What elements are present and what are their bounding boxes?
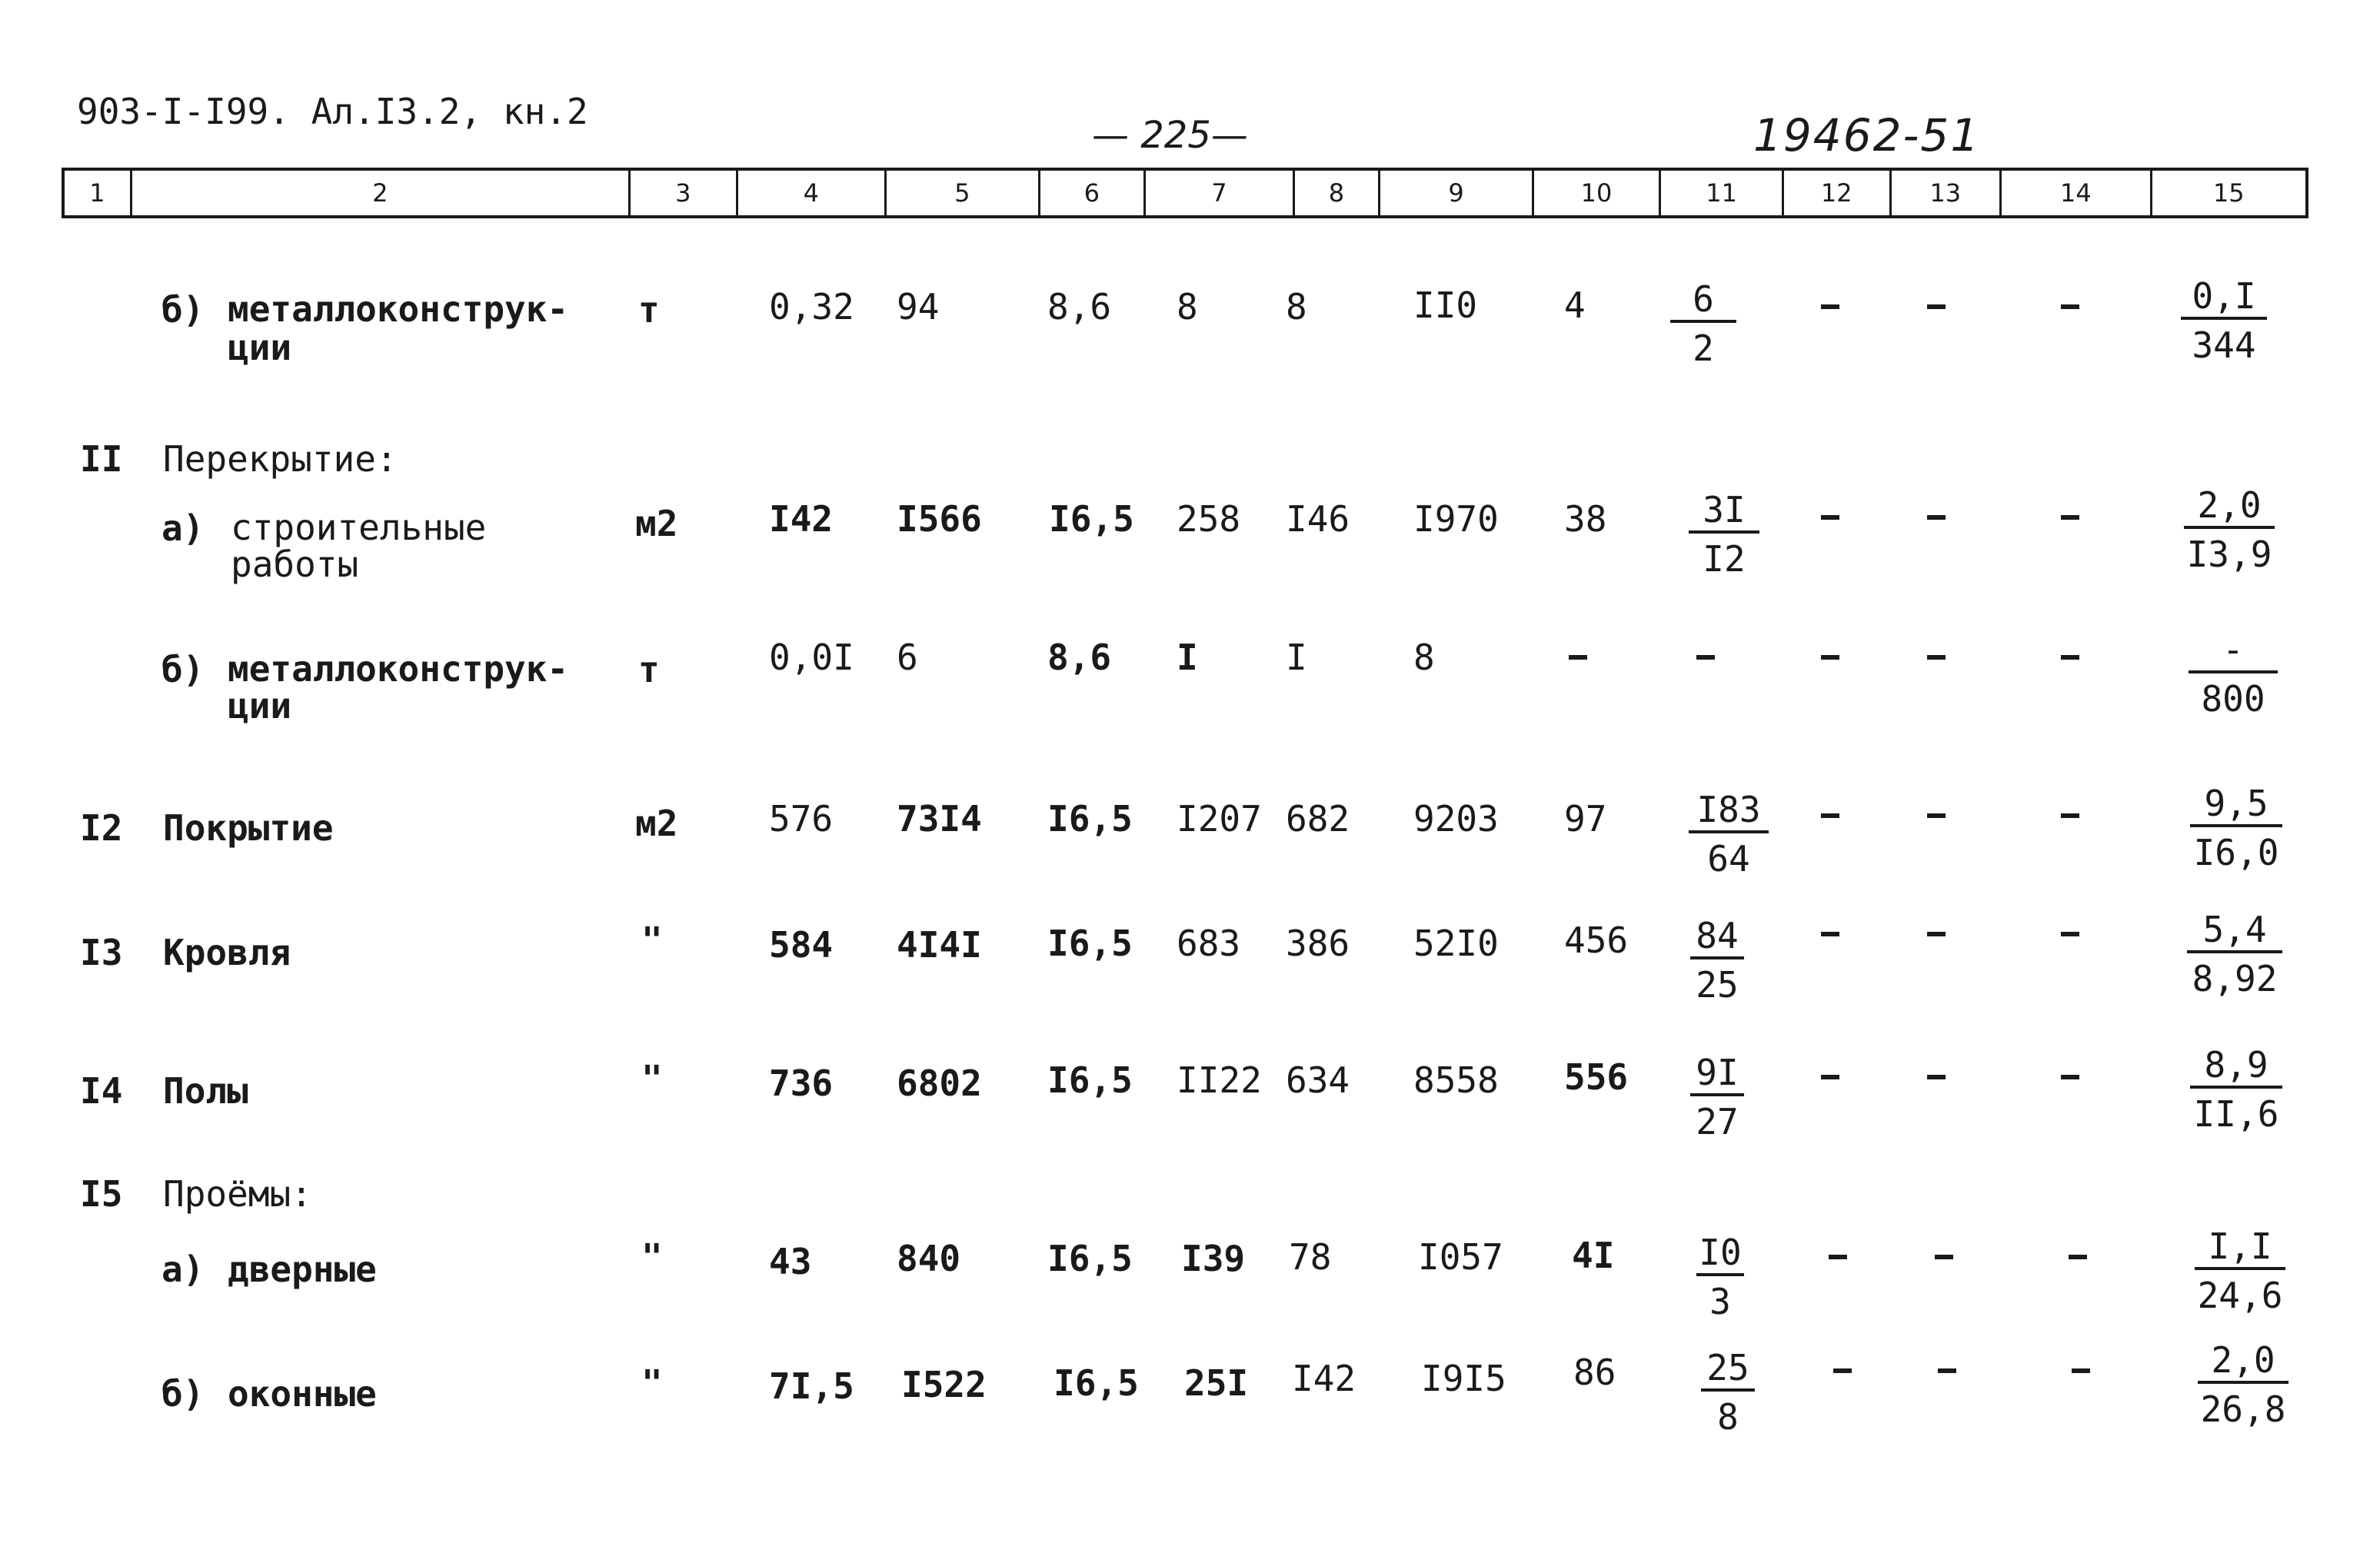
- item-number: I5: [80, 1173, 123, 1215]
- cell-c12: [1821, 515, 1839, 520]
- cell-c4: 7I,5: [769, 1365, 854, 1407]
- cell-c4: 0,32: [769, 286, 854, 328]
- cell-c7: I207: [1177, 798, 1262, 840]
- col-header-3: 3: [631, 171, 738, 215]
- cell-c12: [1821, 813, 1839, 818]
- fraction-c15: $\frac{0,I}{344}$: [2181, 278, 2267, 363]
- cell-c4: 584: [769, 924, 834, 966]
- cell-c4: 0,0I: [769, 637, 854, 678]
- fraction-c11: $\frac{9I}{27}$: [1690, 1055, 1744, 1139]
- cell-c14: [2061, 304, 2079, 309]
- item-number: I2: [80, 807, 123, 849]
- cell-c5: 4I4I: [897, 924, 982, 966]
- cell-c6: I6,5: [1049, 498, 1134, 540]
- cell-c8: I42: [1292, 1358, 1356, 1399]
- item-label: б): [161, 649, 205, 690]
- item-name: дверные: [228, 1249, 377, 1290]
- cell-c7: 25I: [1184, 1362, 1249, 1404]
- cell-c12: [1829, 1255, 1847, 1259]
- fraction-c11: $\frac{25}{8}$: [1701, 1350, 1755, 1435]
- cell-c7: I: [1177, 637, 1198, 678]
- cell-c6: I6,5: [1047, 1238, 1133, 1279]
- item-name: Покрытие: [163, 807, 334, 849]
- cell-c13: [1927, 304, 1946, 309]
- cell-c8: I46: [1286, 498, 1350, 540]
- cell-c10: 4: [1564, 284, 1586, 326]
- cell-c13: [1927, 1075, 1946, 1079]
- col-header-1: 1: [65, 171, 132, 215]
- col-header-15: 15: [2212, 178, 2245, 208]
- cell-c13: [1927, 932, 1946, 936]
- cell-c14: [2069, 1255, 2087, 1259]
- item-name: Кровля: [163, 932, 291, 973]
- cell-c14: [2061, 655, 2079, 660]
- cell-c10: 456: [1564, 919, 1629, 961]
- unit-cell: м2: [635, 503, 678, 544]
- cell-c4: 43: [769, 1241, 812, 1282]
- col-header-10: 10: [1534, 171, 1662, 215]
- item-name-cont: ции: [228, 327, 292, 368]
- item-name: металлоконструк-: [228, 288, 569, 330]
- item-name: металлоконструк-: [228, 648, 569, 690]
- item-number: II: [80, 438, 123, 480]
- cell-c13: [1938, 1368, 1956, 1373]
- cell-c5: 6: [897, 637, 918, 678]
- cell-c4: 736: [769, 1062, 834, 1104]
- section-title: Проёмы:: [163, 1173, 312, 1215]
- cell-c14: [2061, 515, 2079, 520]
- cell-c7: I39: [1181, 1238, 1246, 1279]
- item-name: строительные: [231, 507, 487, 548]
- item-label: б): [161, 289, 205, 331]
- item-number: I3: [80, 932, 123, 973]
- cell-c9: I9I5: [1421, 1358, 1506, 1399]
- cell-c6: I6,5: [1054, 1362, 1139, 1404]
- unit-cell: ": [641, 1058, 663, 1099]
- col-header-6: 6: [1040, 171, 1147, 215]
- cell-c9: II0: [1413, 284, 1478, 326]
- fraction-c15: - 800: [2189, 632, 2278, 717]
- cell-c7: 258: [1177, 498, 1241, 540]
- cell-c7: 683: [1177, 923, 1241, 964]
- cell-c10: [1569, 655, 1587, 660]
- cell-c10: 556: [1564, 1056, 1629, 1098]
- fraction-c15: $\frac{2,0}{26,8}$: [2198, 1342, 2288, 1427]
- item-label: а): [161, 507, 205, 549]
- fraction-c15: $\frac{9,5}{I6,0}$: [2190, 786, 2282, 870]
- item-name-cont: работы: [231, 544, 359, 585]
- cell-c8: 386: [1286, 923, 1350, 964]
- cell-c14: [2061, 813, 2079, 818]
- cell-c5: 6802: [897, 1062, 982, 1104]
- col-header-2: 2: [132, 171, 631, 215]
- fraction-c11: $\frac{84}{25}$: [1690, 918, 1744, 1003]
- item-label: а): [161, 1249, 205, 1290]
- col-header-14: 14: [2002, 171, 2152, 215]
- cell-c9: 8: [1413, 637, 1435, 678]
- page-number: — 225—: [1092, 114, 1248, 157]
- document-code: 903-I-I99. Ал.I3.2, кн.2: [77, 91, 588, 132]
- cell-c10: 86: [1573, 1352, 1616, 1393]
- cell-c6: I6,5: [1047, 1059, 1133, 1101]
- fraction-c15: $\frac{5,4}{8,92}$: [2187, 912, 2282, 996]
- cell-c10: 4I: [1572, 1235, 1615, 1276]
- cell-c12: [1833, 1368, 1852, 1373]
- cell-c6: I6,5: [1047, 798, 1133, 840]
- col-header-9: 9: [1380, 171, 1533, 215]
- col-header-11: 11: [1661, 171, 1784, 215]
- unit-cell: ": [641, 1362, 663, 1404]
- col-header-13: 13: [1892, 171, 2002, 215]
- cell-c13: [1927, 515, 1946, 520]
- unit-cell: м2: [635, 803, 678, 844]
- col-header-12: 12: [1784, 171, 1892, 215]
- cell-c6: 8,6: [1047, 286, 1112, 328]
- col-header-8: 8: [1295, 171, 1381, 215]
- cell-c12: [1821, 1075, 1839, 1079]
- fraction-c11: $\frac{6}{2}$: [1670, 281, 1736, 366]
- cell-c6: I6,5: [1047, 923, 1133, 964]
- cell-c9: 52I0: [1413, 923, 1499, 964]
- fraction-c15: $\frac{8,9}{II,6}$: [2190, 1047, 2282, 1132]
- cell-c8: 8: [1286, 286, 1307, 328]
- cell-c13: [1927, 813, 1946, 818]
- cell-c6: 8,6: [1047, 637, 1112, 678]
- cell-c12: [1821, 655, 1839, 660]
- cell-c5: 94: [897, 286, 940, 328]
- cell-c4: 576: [769, 798, 834, 840]
- section-title: Перекрытие:: [163, 438, 398, 480]
- cell-c14: [2061, 932, 2079, 936]
- cell-c5: 73I4: [897, 798, 982, 840]
- cell-c7: II22: [1177, 1059, 1262, 1101]
- cell-c8: 682: [1286, 798, 1350, 840]
- fraction-c15: $\frac{2,0}{I3,9}$: [2184, 487, 2275, 572]
- cell-c9: I970: [1413, 498, 1499, 540]
- cell-c9: 9203: [1413, 798, 1499, 840]
- cell-c13: [1935, 1255, 1953, 1259]
- fraction-c15: $\frac{I,I}{24,6}$: [2195, 1229, 2285, 1313]
- fraction-c11: $\frac{I0}{3}$: [1696, 1235, 1744, 1319]
- item-name: Полы: [163, 1070, 248, 1112]
- cell-c12: [1821, 304, 1839, 309]
- unit-cell: т: [638, 289, 660, 331]
- cell-c11: [1696, 655, 1715, 660]
- cell-c8: 78: [1289, 1236, 1332, 1278]
- col-header-5: 5: [887, 171, 1040, 215]
- unit-cell: ": [641, 1236, 663, 1278]
- cell-c4: I42: [769, 498, 834, 540]
- cell-c12: [1821, 932, 1839, 936]
- unit-cell: т: [638, 649, 660, 690]
- cell-c5: I566: [897, 498, 982, 540]
- item-name: оконные: [228, 1373, 377, 1415]
- column-header-row: [62, 168, 2308, 218]
- col-header-4: 4: [738, 171, 887, 215]
- cell-c8: 634: [1286, 1059, 1350, 1101]
- cell-c7: 8: [1177, 286, 1198, 328]
- item-label: б): [161, 1373, 205, 1415]
- cell-c5: I522: [901, 1364, 987, 1405]
- document-number: 19462-51: [1753, 109, 1981, 161]
- cell-c10: 97: [1564, 798, 1607, 840]
- cell-c10: 38: [1564, 498, 1607, 540]
- cell-c8: I: [1286, 637, 1307, 678]
- cell-c9: I057: [1418, 1236, 1503, 1278]
- cell-c14: [2072, 1368, 2090, 1373]
- item-name-cont: ции: [228, 685, 292, 727]
- cell-c5: 840: [897, 1238, 961, 1279]
- cell-c14: [2061, 1075, 2079, 1079]
- item-number: I4: [80, 1070, 123, 1112]
- fraction-c11: $\frac{I83}{64}$: [1689, 792, 1769, 876]
- cell-c13: [1927, 655, 1946, 660]
- cell-c9: 8558: [1413, 1059, 1499, 1101]
- col-header-7: 7: [1146, 171, 1294, 215]
- unit-cell: ": [641, 919, 663, 961]
- fraction-c11: $\frac{3I}{I2}$: [1689, 492, 1759, 577]
